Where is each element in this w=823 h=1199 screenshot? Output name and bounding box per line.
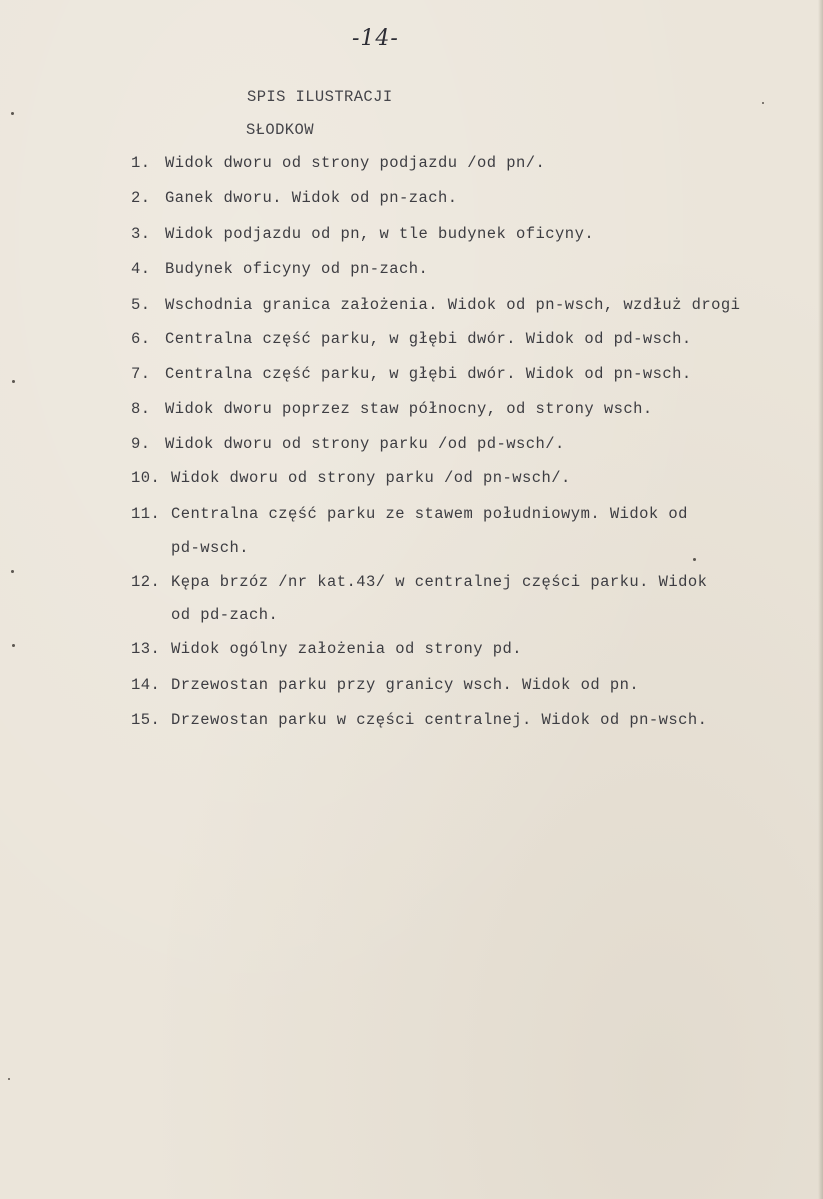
list-item [131, 357, 692, 391]
list-item [131, 392, 653, 426]
list-item [131, 427, 565, 461]
item-number: 14. [131, 676, 161, 694]
item-number: 1. [131, 154, 151, 172]
list-item [131, 703, 707, 737]
list-item [131, 632, 522, 666]
item-number: 9. [131, 435, 151, 453]
list-item [131, 565, 707, 599]
paper-speck [11, 112, 14, 115]
item-text: Widok dworu od strony parku /od pn-wsch/. [171, 469, 571, 487]
item-text: Budynek oficyny od pn-zach. [165, 260, 429, 278]
page-number: -14- [352, 26, 399, 51]
item-number: 6. [131, 330, 151, 348]
list-item [131, 252, 428, 286]
item-text: Centralna część parku, w głębi dwór. Widok od pd-wsch. [165, 330, 692, 348]
paper-speck [12, 380, 15, 383]
list-item [131, 461, 571, 495]
item-text: Widok dworu poprzez staw północny, od strony wsch. [165, 400, 653, 418]
item-number: 10. [131, 469, 161, 487]
item-text: Drzewostan parku w części centralnej. Widok od pn-wsch. [171, 711, 708, 729]
paper-speck [762, 102, 764, 104]
item-text: Wschodnia granica założenia. Widok od pn-wsch, wzdłuż drogi [165, 296, 741, 314]
item-number: 7. [131, 365, 151, 383]
item-text: Drzewostan parku przy granicy wsch. Widok od pn. [171, 676, 640, 694]
item-text: Centralna część parku ze stawem południowym. Widok od [171, 505, 688, 523]
list-item [131, 181, 458, 215]
item-text: Centralna część parku, w głębi dwór. Widok od pn-wsch. [165, 365, 692, 383]
item-text: Widok podjazdu od pn, w tle budynek oficyny. [165, 225, 595, 243]
list-item [131, 288, 740, 322]
list-subtitle: SŁODKOW [246, 121, 314, 139]
item-text: Kępa brzóz /nr kat.43/ w centralnej części parku. Widok [171, 573, 708, 591]
list-item [131, 146, 545, 180]
item-text-continuation: od pd-zach. [171, 606, 279, 624]
paper-speck [693, 558, 696, 561]
item-text-continuation: pd-wsch. [171, 539, 250, 557]
item-text: Widok dworu od strony parku /od pd-wsch/. [165, 435, 565, 453]
item-number: 4. [131, 260, 151, 278]
item-text: Widok dworu od strony podjazdu /od pn/. [165, 154, 546, 172]
item-text: Ganek dworu. Widok od pn-zach. [165, 189, 458, 207]
list-item [131, 668, 639, 702]
item-number: 8. [131, 400, 151, 418]
list-item [131, 217, 594, 251]
item-number: 11. [131, 505, 161, 523]
paper-speck [8, 1078, 10, 1080]
item-number: 5. [131, 296, 151, 314]
list-title: SPIS ILUSTRACJI [247, 88, 393, 106]
item-number: 13. [131, 640, 161, 658]
item-number: 12. [131, 573, 161, 591]
page-edge-shadow [818, 0, 823, 1199]
paper-speck [11, 570, 14, 573]
item-number: 2. [131, 189, 151, 207]
item-number: 15. [131, 711, 161, 729]
list-item [131, 322, 692, 356]
list-item [131, 497, 688, 531]
item-number: 3. [131, 225, 151, 243]
item-text: Widok ogólny założenia od strony pd. [171, 640, 523, 658]
paper-speck [12, 644, 15, 647]
